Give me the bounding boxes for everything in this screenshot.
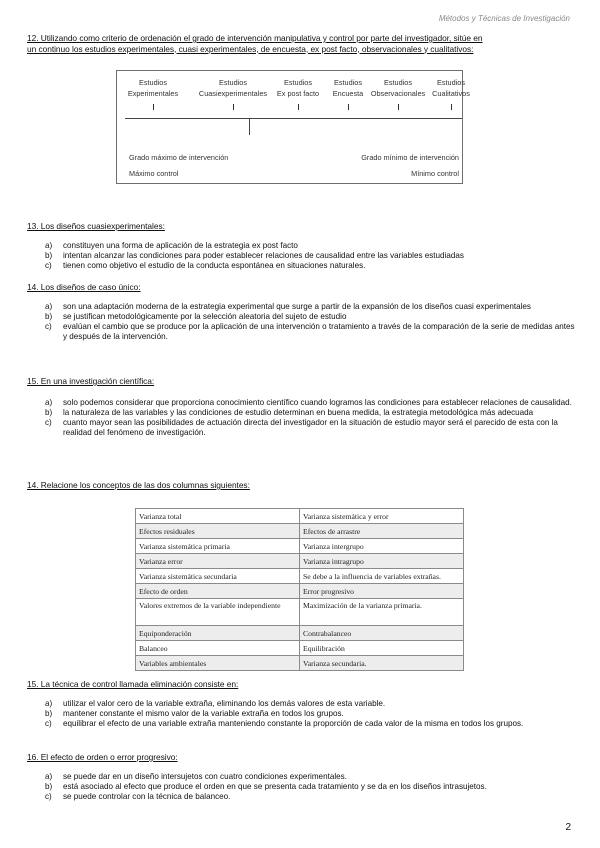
continuum-col-observacionales: Estudios Observacionales: [370, 78, 426, 98]
running-header: Métodos y Técnicas de Investigación: [438, 14, 570, 23]
continuum-col-cuasiexperimentales: Estudios Cuasiexperimentales: [198, 78, 268, 98]
continuum-tick: [398, 104, 399, 110]
option-a: a) constituyen una forma de aplicación de la estrategia ex post facto: [45, 241, 298, 250]
table-row: Balanceo Equilibración: [136, 641, 464, 656]
continuum-tick: [451, 104, 452, 110]
question-14-options: [45, 302, 575, 342]
option-b: b) la naturaleza de las variables y las condiciones de estudio determinan en buena medida, la estrategia metodológica más adecuada: [45, 408, 534, 417]
question-16-options: [45, 772, 575, 802]
continuum-tick: [348, 104, 349, 110]
option-a: a) son una adaptación moderna de la estrategia experimental que surge a partir de la expansión de los diseños cuasi experimentales: [45, 302, 531, 311]
continuum-tick: [298, 104, 299, 110]
option-b: b) intentan alcanzar las condiciones para poder establecer relaciones de causalidad entre las variables estudiadas: [45, 251, 464, 260]
question-13-title: 13. Los diseños cuasiexperimentales:: [27, 221, 165, 231]
continuum-tick: [233, 104, 234, 110]
table-row: Variables ambientales Varianza secundaria.: [136, 656, 464, 671]
option-c: c) equilibrar el efecto de una variable extraña manteniendo constante la proporción de cada valor de la misma en todos los grupos.: [45, 719, 524, 728]
max-intervention-label: Grado máximo de intervención: [129, 153, 229, 162]
option-a: a) utilizar el valor cero de la variable extraña, eliminando los demás valores de esta variable.: [45, 699, 386, 708]
question-14b-title: 14. Relacione los conceptos de las dos columnas siguientes:: [27, 480, 250, 490]
option-c: c) tienen como objetivo el estudio de la conducta espontánea en situaciones naturales.: [45, 261, 366, 270]
min-intervention-label: Grado mínimo de intervención: [361, 153, 459, 162]
continuum-col-encuesta: Estudios Encuesta: [332, 78, 364, 98]
continuum-col-cualitativos: Estudios Cualitativos: [432, 78, 470, 98]
question-16-title: 16. El efecto de orden o error progresivo:: [27, 752, 178, 762]
table-row: Varianza total Varianza sistemática y error: [136, 509, 464, 524]
option-c: c) cuanto mayor sean las posibilidades de actuación directa del investigador en la situación de estudio mayor será el parecido de esta con la realidad del fenómeno de investigación.: [45, 418, 558, 437]
question-15b-options: [45, 699, 575, 729]
question-13-options: [45, 241, 575, 271]
table-row: Varianza sistemática secundaria Se debe a la influencia de variables extrañas.: [136, 569, 464, 584]
table-row: Efecto de orden Error progresivo: [136, 584, 464, 599]
question-15-options: [45, 398, 575, 438]
min-control-label: Mínimo control: [411, 169, 459, 178]
max-control-label: Máximo control: [129, 169, 179, 178]
option-a: a) solo podemos considerar que proporciona conocimiento científico cuando logramos las condiciones para establecer relaciones de causalidad.: [45, 398, 572, 407]
page-number: 2: [565, 822, 571, 833]
concepts-table: [135, 508, 464, 671]
table-row: Varianza sistemática primaria Varianza intergrupo: [136, 539, 464, 554]
option-a: a) se puede dar en un diseño intersujetos con cuatro condiciones experimentales.: [45, 772, 347, 781]
continuum-axis-line: [125, 118, 462, 119]
option-b: b) se justifican metodológicamente por la selección aleatoria del sujeto de estudio: [45, 312, 347, 321]
table-row: Valores extremos de la variable independiente Maximización de la varianza primaria.: [136, 599, 464, 626]
option-c: c) se puede controlar con la técnica de balanceo.: [45, 792, 231, 801]
table-row: Varianza error Varianza intragrupo: [136, 554, 464, 569]
continuum-col-experimentales: Estudios Experimentales: [127, 78, 179, 98]
option-c: c) evalúan el cambio que se produce por la aplicación de una intervención o tratamiento a través de la comparación de la serie de medidas antes y después de la intervención.: [45, 322, 575, 341]
question-15-title: 15. En una investigación científica:: [27, 376, 155, 386]
table-row: Equiponderación Contrabalanceo: [136, 626, 464, 641]
question-12-title-line-1: 12. Utilizando como criterio de ordenación el grado de intervención manipulativa y control por parte del investigador, sitúe en: [27, 33, 483, 43]
continuum-divider-line: [249, 119, 250, 135]
continuum-tick: [153, 104, 154, 110]
continuum-diagram: [116, 70, 470, 184]
question-15b-title: 15. La técnica de control llamada eliminación consiste en:: [27, 679, 239, 689]
option-b: b) está asociado al efecto que produce el orden en que se presenta cada tratamiento y se da en los diseños intrasujetos.: [45, 782, 487, 791]
continuum-col-ex-post-facto: Estudios Ex post facto: [276, 78, 320, 98]
question-12-title-line-2: un continuo los estudios experimentales, cuasi experimentales, de encuesta, ex post facto, observacionales y cualitativos:: [27, 43, 474, 54]
question-14-title: 14. Los diseños de caso único:: [27, 282, 141, 292]
question-12-title: [27, 33, 482, 54]
table-row: Efectos residuales Efectos de arrastre: [136, 524, 464, 539]
option-b: b) mantener constante el mismo valor de la variable extraña en todos los grupos.: [45, 709, 344, 718]
